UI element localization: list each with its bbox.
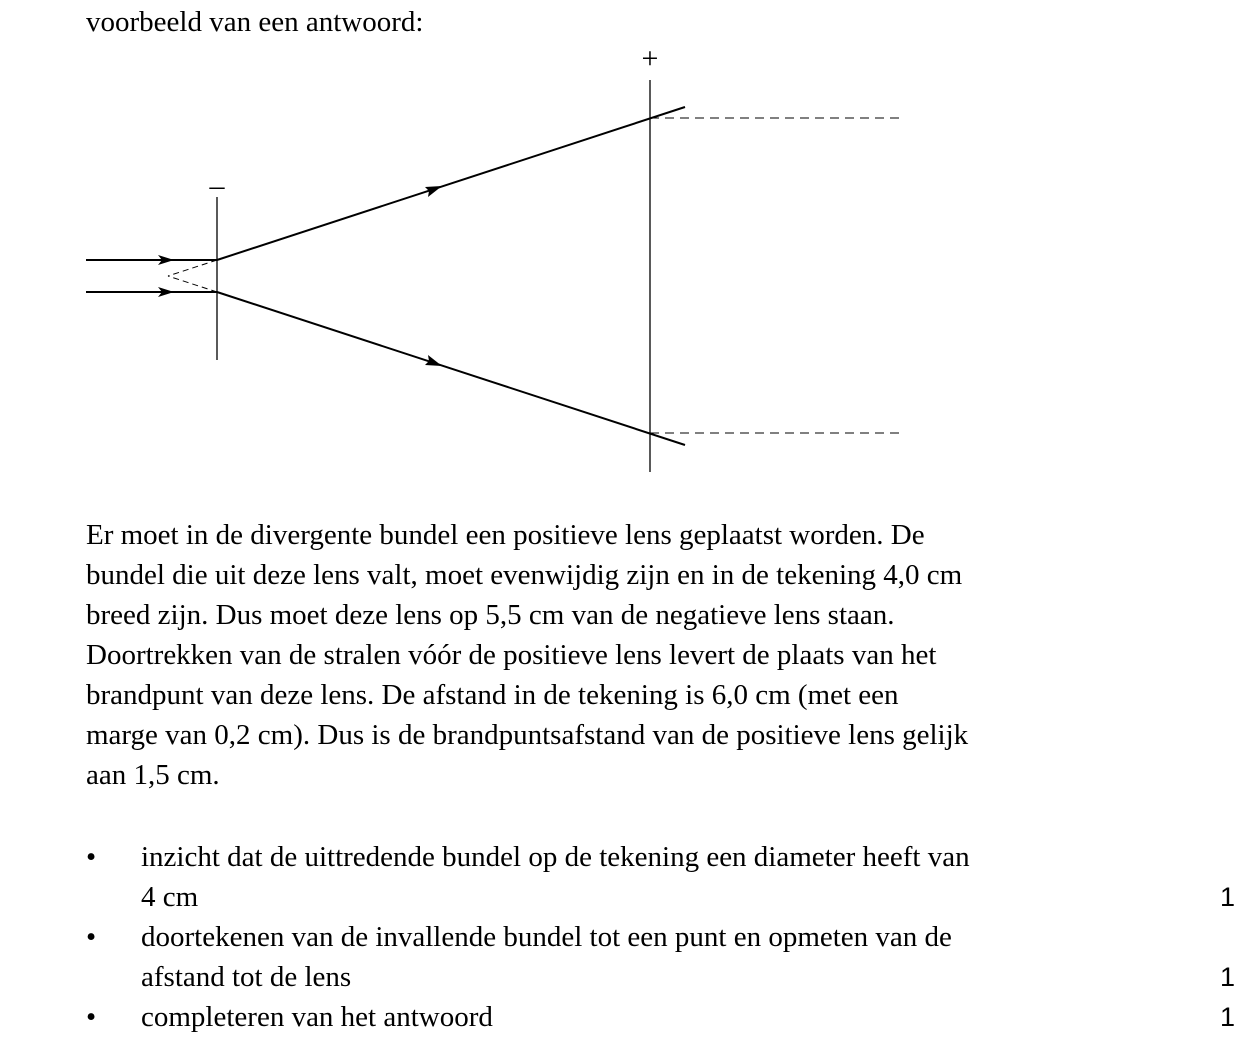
positive-lens-sign: + — [641, 42, 659, 75]
bullet-icon: • — [86, 921, 97, 953]
lens-ray-diagram — [0, 0, 1243, 500]
intro-text: voorbeeld van een antwoord: — [86, 6, 424, 38]
criterion-score: 1 — [1219, 962, 1235, 992]
criterion-item — [0, 917, 1243, 997]
paragraph-line: bundel die uit deze lens valt, moet evenwijdig zijn en in de tekening 4,0 cm — [86, 559, 963, 591]
bullet-icon: • — [86, 841, 97, 873]
paragraph-line: brandpunt van deze lens. De afstand in de tekening is 6,0 cm (met een — [86, 679, 899, 711]
criterion-text — [141, 837, 1171, 917]
paragraph-line: breed zijn. Dus moet deze lens op 5,5 cm van de negatieve lens staan. — [86, 599, 895, 631]
criterion-text — [141, 917, 1171, 997]
criterion-line: afstand tot de lens — [141, 961, 352, 993]
answer-paragraph — [86, 515, 1186, 795]
bullet-icon: • — [86, 1001, 97, 1033]
paragraph-line: aan 1,5 cm. — [86, 759, 220, 791]
criterion-item — [0, 997, 1243, 1037]
criterion-score: 1 — [1219, 882, 1235, 912]
paragraph-line: Doortrekken van de stralen vóór de positieve lens levert de plaats van het — [86, 639, 937, 671]
criterion-line: 4 cm — [141, 881, 199, 913]
virtual-ray-top — [168, 260, 217, 276]
diverging-ray-bottom — [217, 292, 685, 445]
criterion-line: doortekenen van de invallende bundel tot een punt en opmeten van de — [141, 921, 952, 953]
criterion-line: inzicht dat de uittredende bundel op de tekening een diameter heeft van — [141, 841, 970, 873]
paragraph-line: marge van 0,2 cm). Dus is de brandpuntsafstand van de positieve lens gelijk — [86, 719, 969, 751]
diverging-ray-top — [217, 107, 685, 260]
criterion-item — [0, 837, 1243, 917]
virtual-ray-bottom — [168, 276, 217, 292]
criterion-line: completeren van het antwoord — [141, 1001, 493, 1033]
criterion-score: 1 — [1219, 1002, 1235, 1032]
scoring-criteria-list — [0, 837, 1243, 1037]
paragraph-line: Er moet in de divergente bundel een positieve lens geplaatst worden. De — [86, 519, 925, 551]
negative-lens-sign: – — [209, 169, 225, 202]
criterion-text — [141, 997, 1171, 1037]
